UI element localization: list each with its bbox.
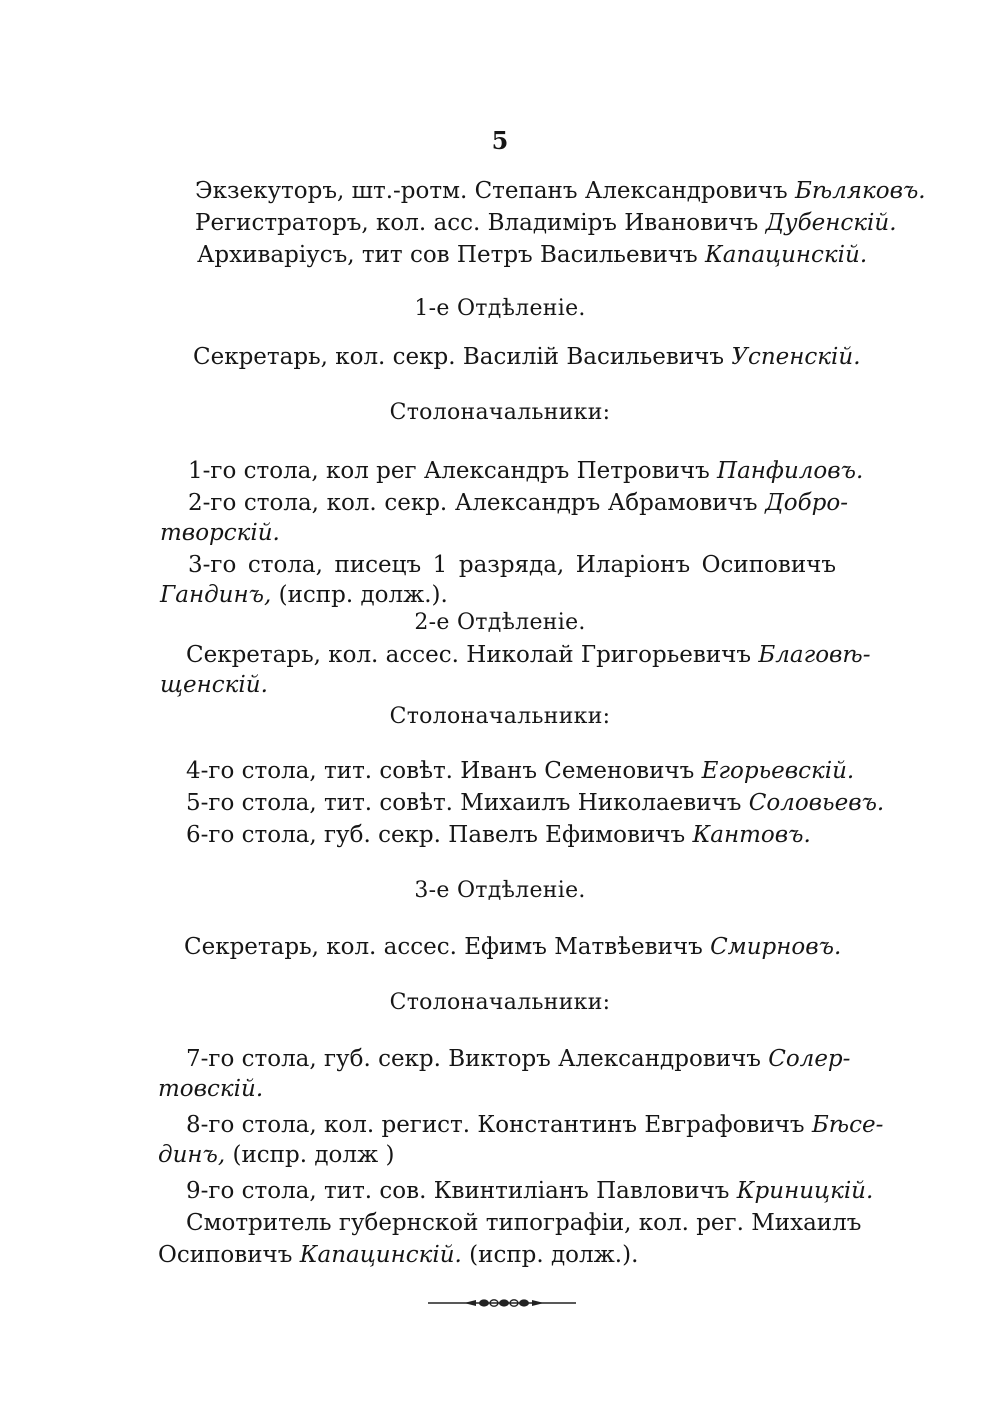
dept2-secretary: Секретарь, кол. ассес. Николай Григорьевичъ Благовѣ-: [186, 642, 871, 668]
ekzekutor-line: Экзекуторъ, шт.-ротм. Степанъ Александровичъ Бѣляковъ.: [195, 178, 926, 204]
surname: Криницкій.: [736, 1178, 874, 1204]
surname: Соловьевъ.: [748, 790, 885, 816]
table-5: 5-го стола, тит. совѣт. Михаилъ Николаевичъ Соловьевъ.: [186, 790, 885, 816]
typography-line-2: Осиповичъ Капацинскій. (испр. долж.).: [158, 1242, 639, 1268]
dept1-secretary: Секретарь, кол. секр. Василій Васильевичъ Успенскій.: [193, 344, 861, 370]
table-3: 3-го стола, писецъ 1 разряда, Иларіонъ Осиповичъ: [188, 552, 836, 578]
page-number: 5: [491, 126, 509, 155]
surname: Егорьевскій.: [701, 758, 855, 784]
surname-part: щенскій.: [160, 672, 268, 698]
surname: Капацинскій.: [299, 1242, 462, 1268]
surname: Панфиловъ.: [717, 458, 864, 484]
surname: Капацинскій.: [705, 242, 868, 268]
dept2-secretary-cont: [160, 670, 268, 700]
table-8: 8-го стола, кол. регист. Константинъ Евграфовичъ Бѣсе-: [186, 1112, 884, 1138]
dept3-secretary: Секретарь, кол. ассес. Ефимъ Матвѣевичъ Смирновъ.: [184, 934, 842, 960]
table-2-cont: [160, 518, 280, 548]
surname: Успенскій.: [731, 344, 861, 370]
table-2: 2-го стола, кол. секр. Александръ Абрамовичъ Добро-: [188, 490, 848, 516]
table-1: 1-го стола, кол рег Александръ Петровичъ Панфиловъ.: [188, 458, 864, 484]
table-6: 6-го стола, губ. секр. Павелъ Ефимовичъ Кантовъ.: [186, 822, 811, 848]
dept2-heading: 2-е Отдѣленіе.: [414, 610, 586, 635]
surname: Гандинъ,: [160, 582, 272, 608]
typography-line-1: Смотритель губернской типографіи, кол. рег. Михаилъ: [186, 1210, 862, 1236]
table-3-cont: Гандинъ, (испр. долж.).: [160, 582, 448, 608]
arkhivarius-line: Архиваріусъ, тит сов Петръ Васильевичъ Капацинскій.: [197, 242, 868, 268]
table-7: 7-го стола, губ. секр. Викторъ Александровичъ Солер-: [186, 1046, 851, 1072]
dept2-chiefs-heading: Столоначальники:: [389, 704, 611, 729]
surname-part: Солер-: [768, 1046, 851, 1072]
surname-part: Бѣсе-: [811, 1112, 884, 1138]
surname: Смирновъ.: [710, 934, 842, 960]
surname: Дубенскій.: [765, 210, 897, 236]
surname-part: Благовѣ-: [758, 642, 871, 668]
surname: Кантовъ.: [692, 822, 811, 848]
table-4: 4-го стола, тит. совѣт. Иванъ Семеновичъ Егорьевскій.: [186, 758, 855, 784]
registrator-line: Регистраторъ, кол. асс. Владиміръ Ивановичъ Дубенскій.: [195, 210, 897, 236]
dept3-chiefs-heading: Столоначальники:: [389, 990, 611, 1015]
surname-part: товскій.: [158, 1076, 264, 1102]
dept3-heading: 3-е Отдѣленіе.: [414, 878, 586, 903]
table-7-cont: [158, 1074, 263, 1104]
surname-part: динъ,: [158, 1142, 226, 1168]
end-ornament-icon: [428, 1296, 576, 1310]
table-8-cont: динъ, (испр. долж ): [158, 1142, 395, 1168]
table-9: 9-го стола, тит. сов. Квинтиліанъ Павловичъ Криницкій.: [186, 1178, 874, 1204]
surname-part: творскій.: [160, 520, 280, 546]
surname-part: Добро-: [765, 490, 848, 516]
dept1-chiefs-heading: Столоначальники:: [389, 400, 611, 425]
dept1-heading: 1-е Отдѣленіе.: [414, 296, 586, 321]
surname: Бѣляковъ.: [794, 178, 926, 204]
